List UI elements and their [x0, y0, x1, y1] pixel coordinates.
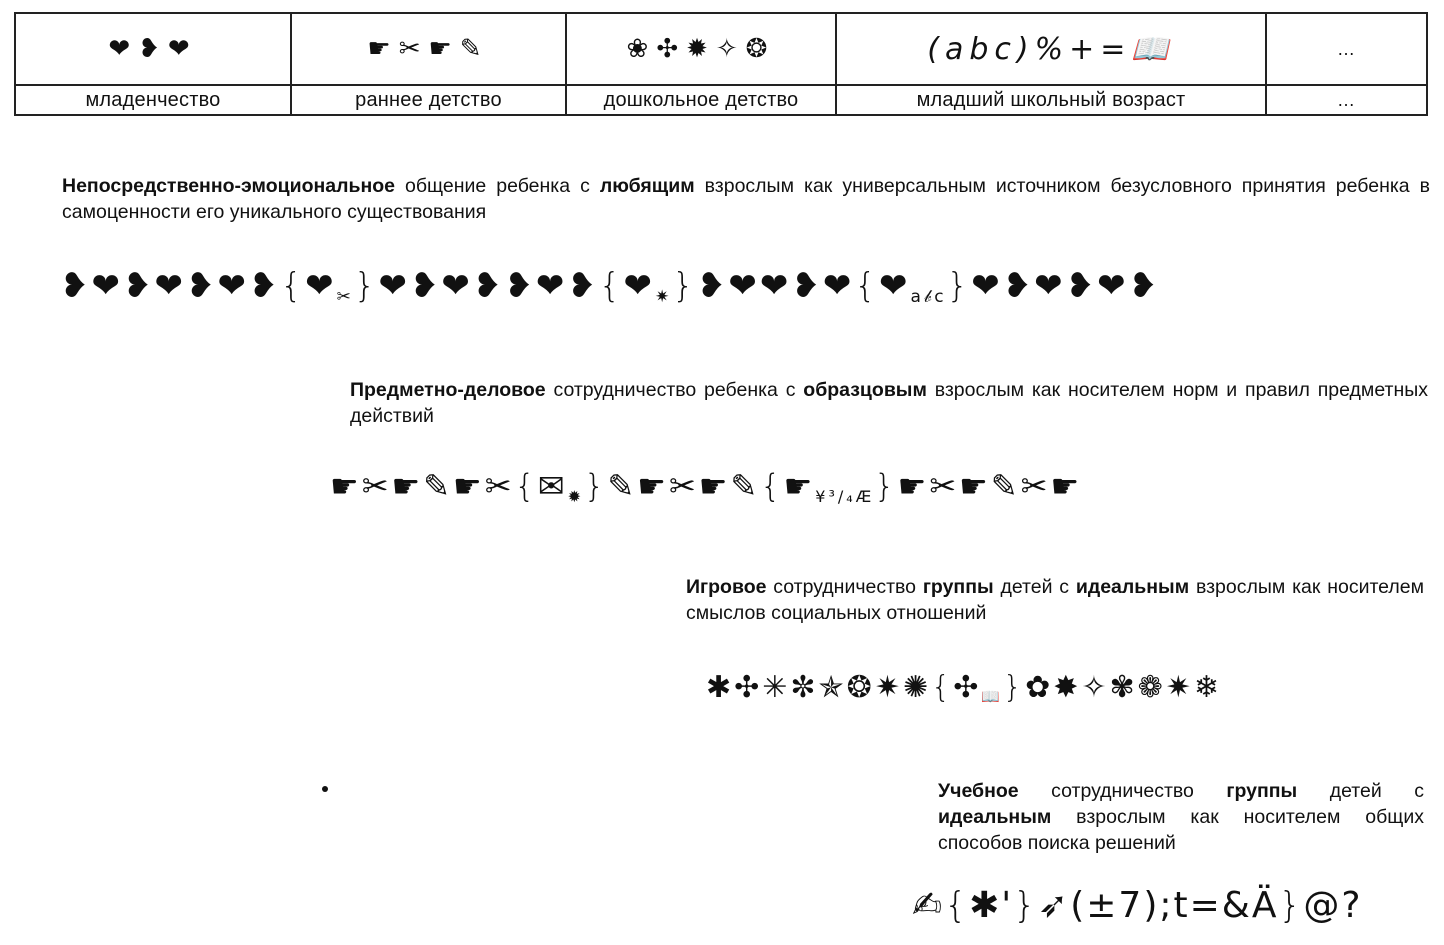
cross-arrows-icon: ✣ — [953, 670, 982, 705]
stage-3-term: Игровое — [686, 576, 767, 598]
stage-3-symbol-sequence: $✱✣✳✼✯❂✷✺\{✣_📖\}✿✸✧✾❁✷❄$ — [706, 670, 1223, 706]
stage-4-text-part: взрослым как носителем общих способов поиска решений — [938, 806, 1424, 854]
symbols-cell-ellipsis — [1266, 13, 1427, 85]
stage-3-text-part: сотрудничество — [766, 576, 923, 598]
stage-3-description — [686, 574, 1424, 626]
book-icon: 📖 — [981, 687, 1004, 706]
pointing-hand-icon: ☛ — [783, 467, 816, 505]
heart-sequence: ❤❥❤❥❥❤❥ — [378, 266, 599, 306]
flower-snowflake-sequence: ✿✸✧✾❁✷❄ — [1025, 670, 1223, 705]
heart-sequence: ❥❤❤❥❤ — [696, 266, 855, 306]
stage-1-term: Непосредственно-эмоциональное — [62, 175, 396, 197]
symbols-cell-primary-school — [836, 13, 1266, 85]
stage-4-term: Учебное — [938, 780, 1019, 802]
stage-4-symbol-sequence: ✍{✱'}➶(±7);t=&Ä}@? — [912, 885, 1363, 926]
stage-2-text-part: сотрудничество ребенка с — [545, 379, 804, 401]
hand-scissors-pencil-symbols: ☛✂☛✎ — [367, 34, 490, 64]
at-question-symbols: @? — [1303, 885, 1363, 926]
stage-2-text-part: взрослым как носителем норм и правил предметных действий — [350, 379, 1428, 427]
envelope-icon: ✉ — [537, 467, 568, 505]
heart-sequence: ❤❥❤❥❤❥ — [971, 266, 1161, 306]
stage-2-term: Предметно-деловое — [350, 379, 546, 401]
star-icon: ✷ — [655, 287, 673, 308]
name-cell-early-childhood: раннее детство — [291, 85, 566, 115]
scissors-icon: ✂ — [336, 287, 354, 308]
stage-4-text-part: сотрудничество — [1018, 780, 1227, 802]
heart-symbols: ❤❥❤ — [108, 34, 198, 64]
writing-hand-icon: ✍ — [912, 885, 945, 926]
stage-1-description — [62, 173, 1430, 225]
stage-2-symbol-sequence: $☛✂☛✎☛✂\{✉_✹\}✎☛✂☛✎\{☛_{¥^3/_4Æ}\}☛✂☛✎✂☛$ — [330, 467, 1083, 506]
stage-2-adult-type: образцовым — [803, 379, 927, 401]
stage-1-text-part: взрослым как универсальным источником безусловного принятия ребенка в самоценности его уникального существования — [62, 175, 1430, 223]
symbols-cell-preschool — [566, 13, 836, 85]
name-cell-infancy: младенчество — [15, 85, 291, 115]
name-cell-primary-school: младший школьный возраст — [836, 85, 1266, 115]
stage-3-text-part: детей с — [993, 576, 1076, 598]
math-book-symbols: (abc)%+=📖 — [927, 31, 1175, 67]
stage-4-text-part: детей с — [1297, 780, 1424, 802]
stage-1-symbol-sequence: $❥❤❥❤❥❤❥\{❤_✂\}❤❥❤❥❥❤❥\{❤_✷\}❥❤❤❥❤\{❤_{a𝒷c}\}❤❥❤❥❤❥$ — [60, 266, 1161, 308]
arrow-formula-sequence: ➶(±7);t=&Ä — [1038, 885, 1279, 926]
stage-1-text-part: общение ребенка с — [395, 175, 600, 197]
symbols-cell-early-childhood — [291, 13, 566, 85]
flower-star-symbols: ❀✣✹✧❂ — [626, 34, 776, 64]
pencil-hand-sequence: ✎☛✂☛✎ — [607, 467, 761, 505]
heart-icon: ❤ — [879, 266, 911, 306]
starburst-icon: ✹ — [567, 486, 585, 506]
stage-2-description — [350, 377, 1428, 429]
stage-3-group: группы — [922, 576, 994, 598]
heart-icon: ❤ — [623, 266, 656, 306]
ellipsis-name: … — [1337, 89, 1356, 110]
stages-table — [14, 12, 1428, 116]
name-cell-ellipsis — [1266, 85, 1427, 115]
bug-icon: ✱' — [969, 885, 1014, 926]
symbols-cell-infancy — [15, 13, 291, 85]
name-cell-preschool: дошкольное детство — [566, 85, 836, 115]
symbols-row — [15, 13, 1427, 85]
star-flower-sequence: ✱✣✳✼✯❂✷✺ — [706, 670, 932, 705]
stage-3-adult-type: идеальным — [1075, 576, 1190, 598]
hand-scissors-sequence: ☛✂☛✎✂☛ — [897, 467, 1083, 505]
bullet-dot — [322, 786, 328, 792]
stage-3-text-part: взрослым как носителем смыслов социальных отношений — [686, 576, 1424, 624]
abc-letters: a𝒷c — [910, 287, 947, 308]
stage-4-description — [938, 778, 1424, 856]
heart-sequence: ❥❤❥❤❥❤❥ — [60, 266, 281, 306]
ellipsis-symbol: … — [1337, 38, 1356, 59]
special-characters: ¥³/₄Æ — [815, 486, 875, 506]
names-row — [15, 85, 1427, 115]
hand-scissors-sequence: ☛✂☛✎☛✂ — [330, 467, 515, 505]
heart-icon: ❤ — [305, 266, 337, 306]
stage-4-group: группы — [1226, 780, 1298, 802]
stage-1-adult-type: любящим — [599, 175, 695, 197]
stage-4-adult-type: идеальным — [938, 806, 1052, 828]
